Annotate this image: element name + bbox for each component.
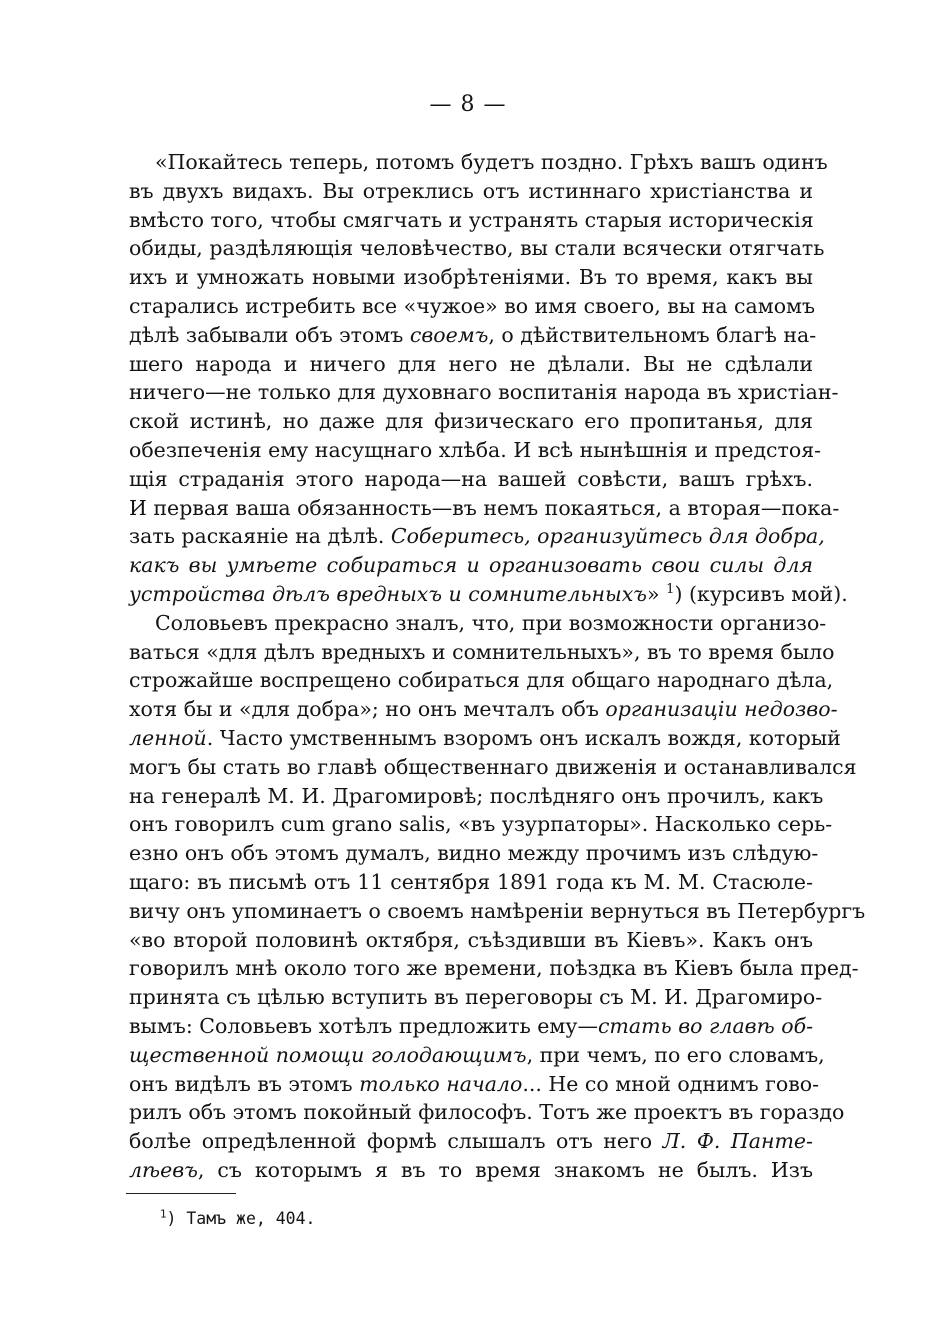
text-segment: зать раскаяніе на дѣлѣ. [129,524,385,549]
text-line [129,321,817,350]
main-text [129,148,866,1185]
text-line: И первая ваша обязанность—въ немъ покаяться, а вторая—пока- [129,495,840,520]
text-segment: , о дѣйствительномъ благѣ на- [488,322,817,347]
italic-segment: ленной [129,725,207,750]
text-line [129,1041,825,1070]
text-segment: ... Не со мной однимъ гово- [522,1071,820,1096]
text-line: могъ бы стать во главѣ общественнаго движенія и останавливался [129,754,857,779]
text-line [129,580,848,609]
text-line: обезпеченія ему насущнаго хлѣба. И всѣ нынѣшнія и предстоя- [129,437,822,462]
text-line: «во второй половинѣ октября, съѣздивши въ Кіевъ». Какъ онъ [129,927,813,952]
text-line [129,724,841,753]
text-line: принята съ цѣлью вступить въ переговоры съ М. И. Драгомиро- [129,985,823,1010]
text-segment: хотя бы и «для добра»; но онъ мечталъ объ [129,697,599,722]
text-segment: , съ которымъ я въ то время знакомъ не былъ. Изъ [197,1157,813,1182]
text-line: ничего—не только для духовнаго воспитанія народа въ христіан- [129,380,839,405]
text-line: вмѣсто того, чтобы смягчать и устранять старыя историческія [129,207,814,232]
text-line: старались истребить все «чужое» во имя своего, вы на самомъ [129,293,816,318]
italic-segment: Соберитесь, организуйтесь для добра, [390,524,825,549]
text-segment: ) (курсивъ мой). [674,581,848,606]
italic-segment: только начало [359,1071,523,1096]
italic-segment: организаціи недозво- [605,697,838,722]
text-line: какъ вы умѣете собираться и организовать свои силы для [129,553,813,578]
text-segment: онъ видѣлъ въ этомъ [129,1071,353,1096]
text-segment: дѣлѣ забывали объ этомъ [129,322,404,347]
italic-segment: лѣевъ [129,1157,198,1182]
italic-segment: Л. Ф. Пантe- [662,1129,813,1154]
text-line: ской истинѣ, но даже для физическаго его пропитанья, для [129,409,813,434]
text-line: Соловьевъ прекрасно зналъ, что, при возможности организо- [155,610,827,635]
text-line: говорилъ мнѣ около того же времени, поѣздка въ Кіевъ была пред- [129,956,859,981]
text-segment: вымъ: Соловьевъ хотѣлъ предложить ему— [129,1013,598,1038]
text-line [129,695,838,724]
italic-segment: устройства дѣлъ вредныхъ и сомнительныхъ [129,581,647,606]
footnote [160,1209,315,1228]
text-line: ихъ и умножать новыми изобрѣтеніями. Въ то время, какъ вы [129,265,813,290]
text-line: щія страданія этого народа—на вашей совѣсти, вашъ грѣхъ. [129,466,813,491]
text-segment: . Часто умственнымъ взоромъ онъ искалъ вождя, который [206,725,841,750]
italic-segment: щественной помощи голодающимъ [129,1042,527,1067]
text-line: рилъ объ этомъ покойный философъ. Тотъ же проектъ въ гораздо [129,1100,845,1125]
italic-segment: своемъ [409,322,489,347]
text-segment: болѣе опредѣленной формѣ слышалъ отъ него [129,1129,653,1154]
italic-segment: стать во главѣ об- [597,1013,814,1038]
text-line [129,1070,820,1099]
text-line [129,1012,813,1041]
text-line: на генералѣ М. И. Драгомировѣ; послѣдняго онъ прочилъ, какъ [129,783,824,808]
text-line: обиды, раздѣляющія человѣчество, вы стали всячески отягчать [129,236,825,261]
footnote-ref: 1 [666,582,675,598]
text-line: вичу онъ упоминаетъ о своемъ намѣреніи вернуться въ Петербургъ [129,898,866,923]
text-line [129,522,825,551]
footnote-marker: 1 [160,1207,167,1221]
text-line: шего народа и ничего для него не дѣлали. Вы не сдѣлали [129,351,813,376]
text-line: онъ говорилъ cum grano salis, «въ узурпаторы». Насколько серь- [129,812,833,837]
text-line: щаго: въ письмѣ отъ 11 сентября 1891 года къ М. М. Стасюле- [129,869,813,894]
footnote-divider [126,1193,236,1194]
text-segment: , при чемъ, по его словамъ, [526,1042,825,1067]
text-line: «Покайтесь теперь, потомъ будетъ поздно. Грѣхъ вашъ одинъ [155,150,828,174]
footnote-text: ) Тамъ же, 404. [166,1209,316,1228]
text-line: ваться «для дѣлъ вредныхъ и сомнительныхъ», въ то время было [129,639,835,664]
text-segment: » [646,581,667,606]
text-line: строжайше воспрещено собираться для общаго народнаго дѣла, [129,668,834,693]
text-line: езно онъ объ этомъ думалъ, видно между прочимъ изъ слѣдую- [129,841,819,866]
text-line [129,1156,813,1185]
text-line: въ двухъ видахъ. Вы отреклись отъ истиннаго христіанства и [129,178,813,203]
page-number: — 8 — [429,92,507,117]
text-line [129,1127,813,1156]
